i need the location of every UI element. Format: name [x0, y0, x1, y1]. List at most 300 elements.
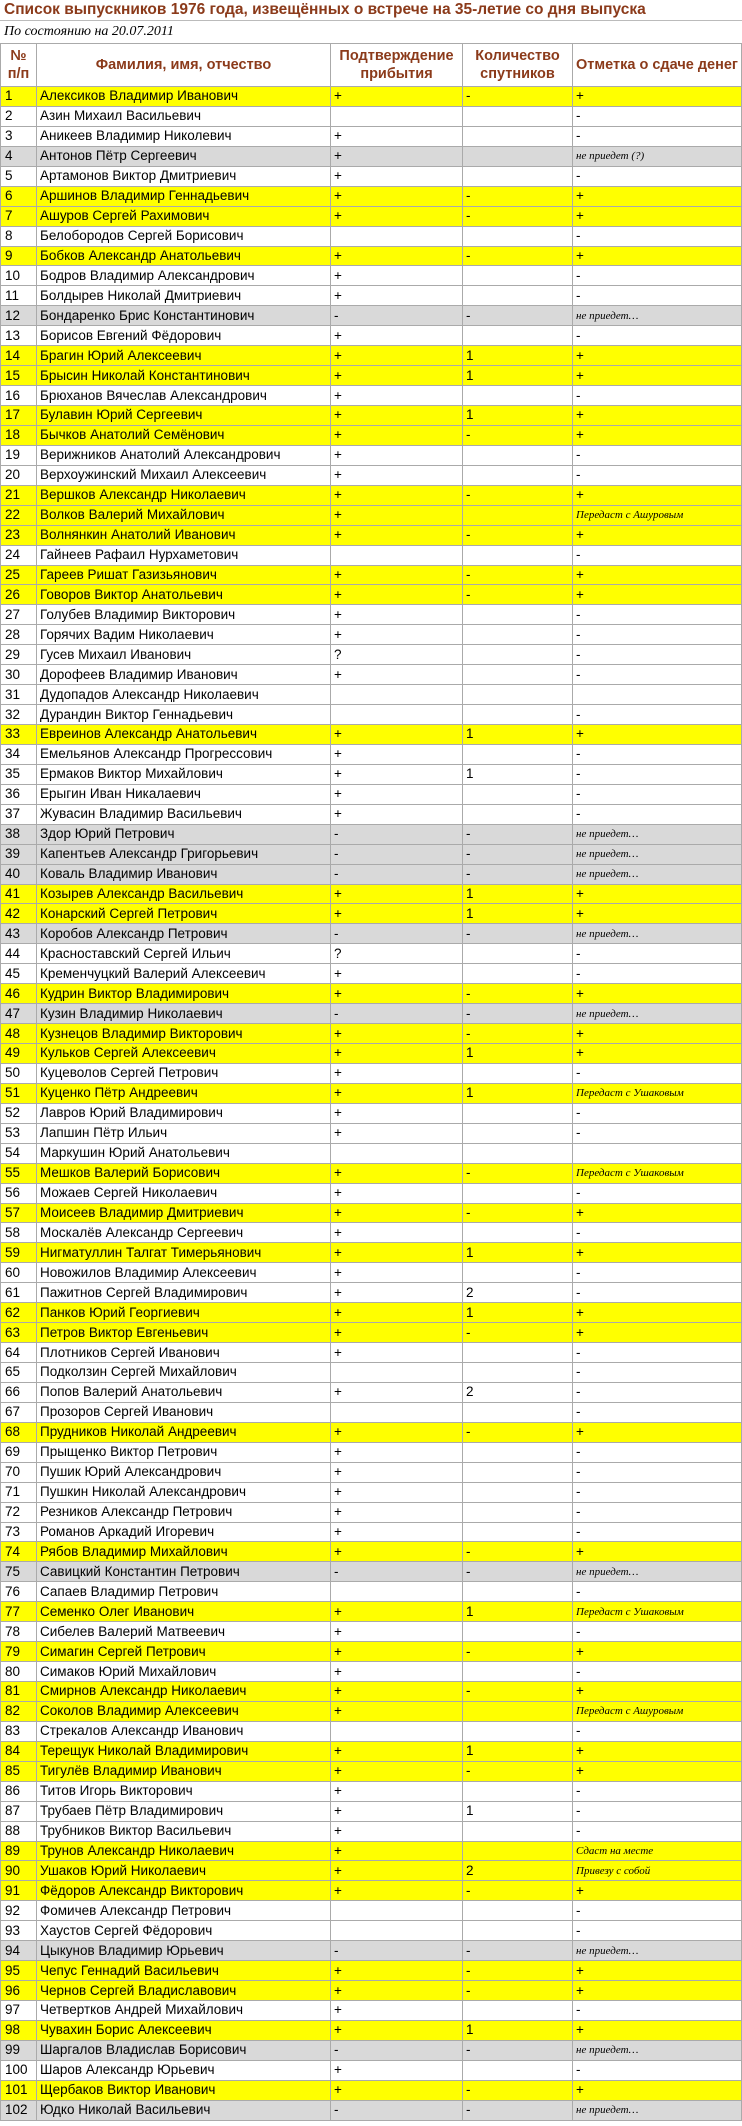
- cell-money: +: [573, 1881, 742, 1901]
- cell-name: Гареев Ришат Газизьянович: [37, 565, 331, 585]
- cell-num: 38: [1, 824, 37, 844]
- cell-companions: -: [463, 864, 573, 884]
- table-row: [1, 1123, 742, 1143]
- table-row: [1, 1881, 742, 1901]
- cell-num: 91: [1, 1881, 37, 1901]
- cell-num: 7: [1, 206, 37, 226]
- cell-confirm: +: [331, 1462, 463, 1482]
- cell-companions: 2: [463, 1283, 573, 1303]
- cell-companions: [463, 1442, 573, 1462]
- table-row: [1, 445, 742, 465]
- cell-confirm: +: [331, 1063, 463, 1083]
- cell-name: Кудрин Виктор Владимирович: [37, 984, 331, 1004]
- cell-money: +: [573, 904, 742, 924]
- cell-num: 45: [1, 964, 37, 984]
- table-row: [1, 1662, 742, 1682]
- cell-money: +: [573, 1203, 742, 1223]
- cell-num: 24: [1, 545, 37, 565]
- cell-companions: [463, 545, 573, 565]
- table-row: [1, 1502, 742, 1522]
- table-row: [1, 744, 742, 764]
- cell-companions: -: [463, 1024, 573, 1044]
- table-row: [1, 1801, 742, 1821]
- cell-name: Петров Виктор Евгеньевич: [37, 1323, 331, 1343]
- cell-companions: [463, 1462, 573, 1482]
- cell-companions: -: [463, 1004, 573, 1024]
- table-row: [1, 1622, 742, 1642]
- cell-confirm: +: [331, 1223, 463, 1243]
- cell-name: Чувахин Борис Алексеевич: [37, 2020, 331, 2040]
- cell-companions: 1: [463, 366, 573, 386]
- cell-money: -: [573, 2001, 742, 2021]
- cell-num: 15: [1, 366, 37, 386]
- cell-companions: -: [463, 1203, 573, 1223]
- cell-money: -: [573, 1183, 742, 1203]
- cell-name: Голубев Владимир Викторович: [37, 605, 331, 625]
- cell-companions: 2: [463, 1382, 573, 1402]
- table-header-row: [1, 44, 742, 87]
- cell-num: 28: [1, 625, 37, 645]
- cell-companions: 1: [463, 1303, 573, 1323]
- table-row: [1, 605, 742, 625]
- cell-confirm: +: [331, 87, 463, 107]
- cell-confirm: +: [331, 1522, 463, 1542]
- cell-name: Щербаков Виктор Иванович: [37, 2080, 331, 2100]
- cell-name: Ушаков Юрий Николаевич: [37, 1861, 331, 1881]
- table-row: [1, 1901, 742, 1921]
- cell-companions: [463, 1582, 573, 1602]
- cell-companions: [463, 2060, 573, 2080]
- cell-num: 43: [1, 924, 37, 944]
- cell-name: Емельянов Александр Прогрессович: [37, 744, 331, 764]
- cell-money: не приедет…: [573, 824, 742, 844]
- table-row: [1, 1861, 742, 1881]
- cell-num: 69: [1, 1442, 37, 1462]
- cell-money: -: [573, 1343, 742, 1363]
- cell-companions: -: [463, 824, 573, 844]
- cell-confirm: [331, 1721, 463, 1741]
- table-row: [1, 1343, 742, 1363]
- header-companions: Количество спутников: [463, 44, 573, 87]
- table-row: [1, 106, 742, 126]
- cell-num: 6: [1, 186, 37, 206]
- cell-companions: 1: [463, 346, 573, 366]
- cell-confirm: +: [331, 1602, 463, 1622]
- cell-companions: -: [463, 585, 573, 605]
- cell-money: +: [573, 1961, 742, 1981]
- cell-confirm: [331, 1143, 463, 1163]
- cell-num: 82: [1, 1701, 37, 1721]
- cell-name: Коваль Владимир Иванович: [37, 864, 331, 884]
- cell-num: 54: [1, 1143, 37, 1163]
- cell-name: Евреинов Александр Анатольевич: [37, 725, 331, 745]
- cell-companions: -: [463, 206, 573, 226]
- table-row: [1, 2040, 742, 2060]
- cell-confirm: +: [331, 764, 463, 784]
- cell-money: +: [573, 406, 742, 426]
- cell-confirm: -: [331, 924, 463, 944]
- table-row: [1, 1921, 742, 1941]
- cell-num: 93: [1, 1921, 37, 1941]
- cell-name: Моисеев Владимир Дмитриевич: [37, 1203, 331, 1223]
- cell-money: +: [573, 1542, 742, 1562]
- cell-name: Бычков Анатолий Семёнович: [37, 425, 331, 445]
- cell-money: не приедет…: [573, 306, 742, 326]
- cell-companions: 1: [463, 1602, 573, 1622]
- cell-num: 63: [1, 1323, 37, 1343]
- table-row: [1, 485, 742, 505]
- cell-money: не приедет…: [573, 864, 742, 884]
- cell-confirm: +: [331, 585, 463, 605]
- cell-money: -: [573, 266, 742, 286]
- cell-name: Сибелев Валерий Матвеевич: [37, 1622, 331, 1642]
- cell-money: [573, 1143, 742, 1163]
- cell-num: 1: [1, 87, 37, 107]
- cell-name: Бондаренко Брис Константинович: [37, 306, 331, 326]
- cell-num: 81: [1, 1682, 37, 1702]
- cell-money: +: [573, 485, 742, 505]
- table-row: [1, 425, 742, 445]
- table-row: [1, 1083, 742, 1103]
- cell-name: Булавин Юрий Сергеевич: [37, 406, 331, 426]
- cell-confirm: +: [331, 1622, 463, 1642]
- cell-companions: [463, 166, 573, 186]
- table-row: [1, 266, 742, 286]
- cell-num: 100: [1, 2060, 37, 2080]
- header-money: Отметка о сдаче денег: [573, 44, 742, 87]
- cell-confirm: +: [331, 406, 463, 426]
- cell-confirm: +: [331, 1323, 463, 1343]
- cell-money: -: [573, 964, 742, 984]
- cell-money: Передаст с Ушаковым: [573, 1163, 742, 1183]
- cell-money: +: [573, 565, 742, 585]
- cell-companions: -: [463, 565, 573, 585]
- cell-money: -: [573, 1402, 742, 1422]
- graduates-table: [0, 43, 742, 2121]
- cell-num: 19: [1, 445, 37, 465]
- cell-companions: [463, 445, 573, 465]
- cell-name: Капентьев Александр Григорьевич: [37, 844, 331, 864]
- cell-num: 80: [1, 1662, 37, 1682]
- cell-companions: -: [463, 844, 573, 864]
- table-row: [1, 1223, 742, 1243]
- cell-companions: -: [463, 186, 573, 206]
- table-row: [1, 1602, 742, 1622]
- cell-name: Кульков Сергей Алексеевич: [37, 1044, 331, 1064]
- cell-num: 29: [1, 645, 37, 665]
- table-row: [1, 864, 742, 884]
- cell-confirm: +: [331, 725, 463, 745]
- cell-num: 11: [1, 286, 37, 306]
- cell-money: -: [573, 744, 742, 764]
- cell-companions: [463, 1263, 573, 1283]
- table-row: [1, 2080, 742, 2100]
- cell-num: 22: [1, 505, 37, 525]
- cell-num: 66: [1, 1382, 37, 1402]
- cell-companions: 1: [463, 1044, 573, 1064]
- cell-money: +: [573, 425, 742, 445]
- cell-confirm: +: [331, 605, 463, 625]
- cell-name: Шаров Александр Юрьевич: [37, 2060, 331, 2080]
- cell-name: Дудопадов Александр Николаевич: [37, 685, 331, 705]
- cell-companions: [463, 1183, 573, 1203]
- cell-companions: [463, 685, 573, 705]
- cell-confirm: +: [331, 126, 463, 146]
- table-row: [1, 186, 742, 206]
- cell-num: 77: [1, 1602, 37, 1622]
- cell-confirm: +: [331, 1642, 463, 1662]
- cell-confirm: +: [331, 1044, 463, 1064]
- table-row: [1, 306, 742, 326]
- cell-money: -: [573, 1662, 742, 1682]
- cell-confirm: +: [331, 1103, 463, 1123]
- cell-confirm: +: [331, 1841, 463, 1861]
- cell-companions: [463, 625, 573, 645]
- table-row: [1, 665, 742, 685]
- cell-confirm: -: [331, 1004, 463, 1024]
- cell-num: 12: [1, 306, 37, 326]
- cell-money: -: [573, 764, 742, 784]
- cell-name: Подколзин Сергей Михайлович: [37, 1363, 331, 1383]
- cell-name: Стрекалов Александр Иванович: [37, 1721, 331, 1741]
- cell-confirm: +: [331, 804, 463, 824]
- cell-confirm: +: [331, 1761, 463, 1781]
- cell-companions: -: [463, 924, 573, 944]
- cell-confirm: [331, 226, 463, 246]
- cell-name: Брагин Юрий Алексеевич: [37, 346, 331, 366]
- cell-companions: [463, 1143, 573, 1163]
- cell-num: 94: [1, 1941, 37, 1961]
- cell-money: Передаст с Ушаковым: [573, 1083, 742, 1103]
- cell-name: Тигулёв Владимир Иванович: [37, 1761, 331, 1781]
- cell-confirm: +: [331, 1442, 463, 1462]
- cell-num: 98: [1, 2020, 37, 2040]
- cell-money: +: [573, 984, 742, 1004]
- cell-confirm: +: [331, 1482, 463, 1502]
- table-row: [1, 1981, 742, 2001]
- cell-num: 17: [1, 406, 37, 426]
- cell-money: не приедет…: [573, 1562, 742, 1582]
- cell-money: -: [573, 326, 742, 346]
- cell-money: Сдаст на месте: [573, 1841, 742, 1861]
- cell-confirm: +: [331, 2020, 463, 2040]
- cell-confirm: +: [331, 246, 463, 266]
- cell-money: Передаст с Ушаковым: [573, 1602, 742, 1622]
- cell-money: -: [573, 1582, 742, 1602]
- cell-money: не приедет…: [573, 1004, 742, 1024]
- table-row: [1, 1821, 742, 1841]
- table-row: [1, 1422, 742, 1442]
- cell-num: 57: [1, 1203, 37, 1223]
- cell-num: 90: [1, 1861, 37, 1881]
- cell-confirm: [331, 1901, 463, 1921]
- cell-num: 58: [1, 1223, 37, 1243]
- cell-companions: -: [463, 425, 573, 445]
- cell-companions: 2: [463, 1861, 573, 1881]
- cell-money: -: [573, 166, 742, 186]
- cell-money: -: [573, 605, 742, 625]
- cell-money: +: [573, 1741, 742, 1761]
- cell-num: 9: [1, 246, 37, 266]
- table-row: [1, 366, 742, 386]
- table-row: [1, 1642, 742, 1662]
- table-row: [1, 1004, 742, 1024]
- cell-money: -: [573, 1442, 742, 1462]
- cell-money: -: [573, 1901, 742, 1921]
- cell-companions: 1: [463, 725, 573, 745]
- cell-companions: -: [463, 984, 573, 1004]
- cell-num: 23: [1, 525, 37, 545]
- table-row: [1, 844, 742, 864]
- cell-name: Горячих Вадим Николаевич: [37, 625, 331, 645]
- cell-money: -: [573, 1801, 742, 1821]
- cell-num: 33: [1, 725, 37, 745]
- cell-companions: [463, 1841, 573, 1861]
- cell-num: 76: [1, 1582, 37, 1602]
- cell-name: Артамонов Виктор Дмитриевич: [37, 166, 331, 186]
- cell-confirm: +: [331, 2001, 463, 2021]
- cell-money: -: [573, 1482, 742, 1502]
- cell-name: Трубников Виктор Васильевич: [37, 1821, 331, 1841]
- cell-num: 27: [1, 605, 37, 625]
- cell-num: 88: [1, 1821, 37, 1841]
- cell-companions: [463, 266, 573, 286]
- cell-num: 95: [1, 1961, 37, 1981]
- cell-confirm: +: [331, 784, 463, 804]
- cell-num: 44: [1, 944, 37, 964]
- cell-companions: [463, 645, 573, 665]
- cell-name: Попов Валерий Анатольевич: [37, 1382, 331, 1402]
- cell-confirm: -: [331, 844, 463, 864]
- table-row: [1, 924, 742, 944]
- cell-money: не приедет…: [573, 844, 742, 864]
- table-row: [1, 625, 742, 645]
- cell-name: Рябов Владимир Михайлович: [37, 1542, 331, 1562]
- cell-name: Козырев Александр Васильевич: [37, 884, 331, 904]
- table-row: [1, 525, 742, 545]
- cell-num: 59: [1, 1243, 37, 1263]
- cell-name: Конарский Сергей Петрович: [37, 904, 331, 924]
- header-confirm: Подтверждение прибытия: [331, 44, 463, 87]
- cell-num: 50: [1, 1063, 37, 1083]
- table-row: [1, 246, 742, 266]
- table-row: [1, 146, 742, 166]
- cell-num: 16: [1, 386, 37, 406]
- cell-confirm: [331, 685, 463, 705]
- cell-confirm: +: [331, 964, 463, 984]
- cell-num: 72: [1, 1502, 37, 1522]
- cell-num: 20: [1, 465, 37, 485]
- cell-num: 73: [1, 1522, 37, 1542]
- cell-confirm: +: [331, 1083, 463, 1103]
- cell-companions: -: [463, 1323, 573, 1343]
- cell-money: +: [573, 1682, 742, 1702]
- cell-num: 46: [1, 984, 37, 1004]
- cell-companions: -: [463, 2100, 573, 2120]
- cell-companions: [463, 665, 573, 685]
- cell-confirm: -: [331, 824, 463, 844]
- table-row: [1, 1303, 742, 1323]
- cell-name: Ермаков Виктор Михайлович: [37, 764, 331, 784]
- cell-confirm: +: [331, 665, 463, 685]
- cell-num: 86: [1, 1781, 37, 1801]
- cell-confirm: +: [331, 326, 463, 346]
- cell-num: 97: [1, 2001, 37, 2021]
- table-row: [1, 984, 742, 1004]
- table-row: [1, 505, 742, 525]
- cell-confirm: -: [331, 2040, 463, 2060]
- cell-money: не приедет…: [573, 1941, 742, 1961]
- table-row: [1, 1044, 742, 1064]
- date-note: По состоянию на 20.07.2011: [4, 24, 174, 39]
- cell-name: Бобков Александр Анатольевич: [37, 246, 331, 266]
- cell-num: 36: [1, 784, 37, 804]
- cell-money: +: [573, 1323, 742, 1343]
- cell-num: 10: [1, 266, 37, 286]
- cell-num: 3: [1, 126, 37, 146]
- table-row: [1, 2020, 742, 2040]
- cell-money: -: [573, 126, 742, 146]
- cell-name: Трубаев Пётр Владимирович: [37, 1801, 331, 1821]
- cell-num: 85: [1, 1761, 37, 1781]
- page-title: Список выпускников 1976 года, извещённых о встрече на 35-летие со дня выпуска: [0, 0, 742, 21]
- cell-name: Пушик Юрий Александрович: [37, 1462, 331, 1482]
- cell-confirm: +: [331, 1821, 463, 1841]
- cell-num: 89: [1, 1841, 37, 1861]
- cell-money: -: [573, 445, 742, 465]
- cell-money: -: [573, 1721, 742, 1741]
- cell-name: Вершков Александр Николаевич: [37, 485, 331, 505]
- cell-money: -: [573, 1223, 742, 1243]
- cell-name: Кузин Владимир Николаевич: [37, 1004, 331, 1024]
- cell-num: 62: [1, 1303, 37, 1323]
- cell-num: 60: [1, 1263, 37, 1283]
- cell-num: 55: [1, 1163, 37, 1183]
- cell-name: Плотников Сергей Иванович: [37, 1343, 331, 1363]
- table-row: [1, 1682, 742, 1702]
- table-row: [1, 1283, 742, 1303]
- table-row: [1, 2001, 742, 2021]
- cell-num: 79: [1, 1642, 37, 1662]
- cell-companions: 1: [463, 2020, 573, 2040]
- table-row: [1, 824, 742, 844]
- cell-companions: [463, 1063, 573, 1083]
- cell-money: -: [573, 784, 742, 804]
- cell-confirm: +: [331, 1382, 463, 1402]
- cell-money: +: [573, 206, 742, 226]
- cell-confirm: +: [331, 884, 463, 904]
- cell-num: 51: [1, 1083, 37, 1103]
- cell-num: 14: [1, 346, 37, 366]
- cell-num: 101: [1, 2080, 37, 2100]
- cell-confirm: +: [331, 1343, 463, 1363]
- cell-num: 31: [1, 685, 37, 705]
- cell-name: Пушкин Николай Александрович: [37, 1482, 331, 1502]
- cell-money: не приедет…: [573, 924, 742, 944]
- table-row: [1, 1024, 742, 1044]
- cell-money: -: [573, 705, 742, 725]
- cell-name: Трунов Александр Николаевич: [37, 1841, 331, 1861]
- cell-confirm: +: [331, 1024, 463, 1044]
- cell-money: -: [573, 944, 742, 964]
- cell-name: Шаргалов Владислав Борисович: [37, 2040, 331, 2060]
- cell-money: -: [573, 1522, 742, 1542]
- cell-name: Пажитнов Сергей Владимирович: [37, 1283, 331, 1303]
- cell-companions: [463, 1781, 573, 1801]
- cell-confirm: +: [331, 1981, 463, 2001]
- table-row: [1, 565, 742, 585]
- cell-money: -: [573, 1921, 742, 1941]
